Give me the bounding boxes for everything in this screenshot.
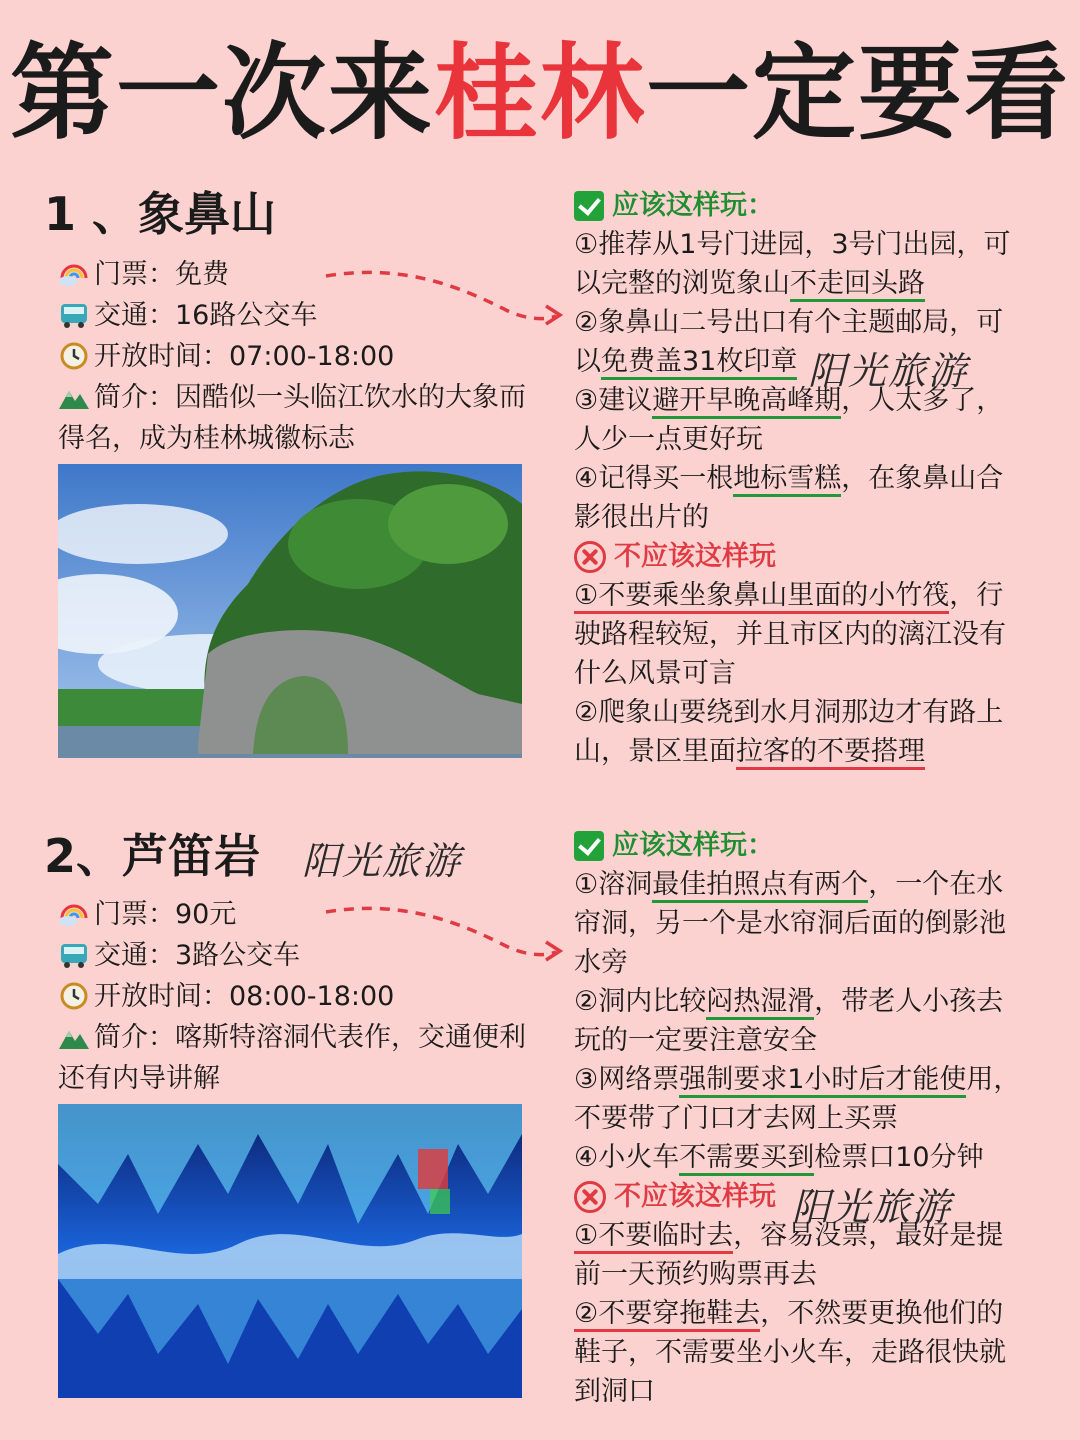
section2-tips (574, 826, 1024, 1411)
hours-label: 开放时间： (94, 341, 229, 372)
dont-title: 不应该这样玩 (614, 541, 776, 572)
check-box-icon (574, 191, 604, 221)
do-heading (574, 186, 1024, 225)
reed-flute-cave-photo (58, 1104, 522, 1398)
do-heading (574, 826, 1024, 865)
section1-tips (574, 186, 1024, 771)
title-part-1: 第一次来 (9, 32, 434, 154)
cross-circle-icon (574, 1181, 606, 1213)
dont-item-1: ①不要乘坐象鼻山里面的小竹筏，行驶路程较短，并且市区内的漓江没有什么风景可言 (574, 580, 1006, 689)
check-box-icon (574, 831, 604, 861)
do-item-4: ④记得买一根地标雪糕，在象鼻山合影很出片的 (574, 463, 1004, 533)
dont-item-2: ②爬象山要绕到水月洞那边才有路上山，景区里面拉客的不要搭理 (574, 693, 1024, 771)
do-item-3: ③网络票强制要求1小时后才能使用，不要带了门口才去网上买票 (574, 1064, 1021, 1134)
signature-watermark: 阳光旅游 (808, 349, 969, 393)
mountain-icon (58, 383, 90, 411)
rainbow-cloud-icon (58, 900, 90, 928)
do-item-1: ①推荐从1号门进园，3号门出园，可以完整的浏览象山不走回头路 (574, 225, 1024, 303)
hours-value: 07:00-18:00 (229, 341, 395, 372)
rainbow-cloud-icon (58, 260, 90, 288)
do-item-4: ④小火车不需要买到检票口10分钟 (574, 1138, 1024, 1177)
transit-label: 交通： (94, 940, 175, 971)
intro-text: 因酷似一头临江饮水的大象而得名，成为桂林城徽标志 (58, 382, 526, 454)
transit-label: 交通： (94, 300, 175, 331)
intro-label: 简介： (94, 1022, 175, 1053)
title-highlight: 桂林 (433, 32, 646, 154)
do-item-1: ①溶洞最佳拍照点有两个，一个在水帘洞，另一个是水帘洞后面的倒影池水旁 (574, 869, 1006, 978)
dont-title: 不应该这样玩 (614, 1181, 776, 1212)
do-title: 应该这样玩： (612, 830, 774, 861)
transit-value: 3路公交车 (175, 940, 301, 971)
cross-circle-icon (574, 541, 606, 573)
do-title: 应该这样玩： (612, 190, 774, 221)
ticket-value: 90元 (175, 899, 237, 930)
intro-row (58, 1017, 538, 1099)
elephant-trunk-hill-photo (58, 464, 522, 758)
dashed-arrow (320, 262, 570, 332)
signature-watermark: 阳光旅游 (792, 1185, 953, 1229)
section2-heading: 2、芦笛岩 (44, 829, 261, 883)
dont-heading (574, 537, 1024, 576)
hours-label: 开放时间： (94, 981, 229, 1012)
intro-text: 喀斯特溶洞代表作，交通便利还有内导讲解 (58, 1022, 526, 1094)
do-item-2: ②洞内比较闷热湿滑，带老人小孩去玩的一定要注意安全 (574, 986, 1004, 1056)
dont-item-2: ②不要穿拖鞋去，不然要更换他们的鞋子，不需要坐小火车，走路很快就到洞口 (574, 1298, 1006, 1407)
dashed-arrow (320, 898, 570, 968)
clock-icon (58, 982, 90, 1010)
ticket-label: 门票： (94, 259, 175, 290)
dont-item-1: ①不要临时去，容易没票，最好是提前一天预约购票再去 (574, 1220, 1004, 1290)
section1-heading: 1 、象鼻山 (44, 187, 277, 241)
bus-icon (58, 301, 90, 329)
signature-watermark: 阳光旅游 (302, 839, 463, 883)
ticket-label: 门票： (94, 899, 175, 930)
transit-value: 16路公交车 (175, 300, 318, 331)
clock-icon (58, 342, 90, 370)
do-item-3: ③建议避开早晚高峰期，人太多了，人少一点更好玩 (574, 385, 1004, 455)
title-part-2: 一定要看 (646, 32, 1071, 154)
ticket-value: 免费 (175, 259, 229, 290)
hours-row (58, 976, 538, 1017)
hours-row (58, 336, 538, 377)
intro-row (58, 377, 538, 459)
do-item-2: ②象鼻山二号出口有个主题邮局，可以免费盖31枚印章 (574, 303, 1024, 381)
mountain-icon (58, 1023, 90, 1051)
hours-value: 08:00-18:00 (229, 981, 395, 1012)
intro-label: 简介： (94, 382, 175, 413)
page-title (0, 28, 1080, 158)
bus-icon (58, 941, 90, 969)
